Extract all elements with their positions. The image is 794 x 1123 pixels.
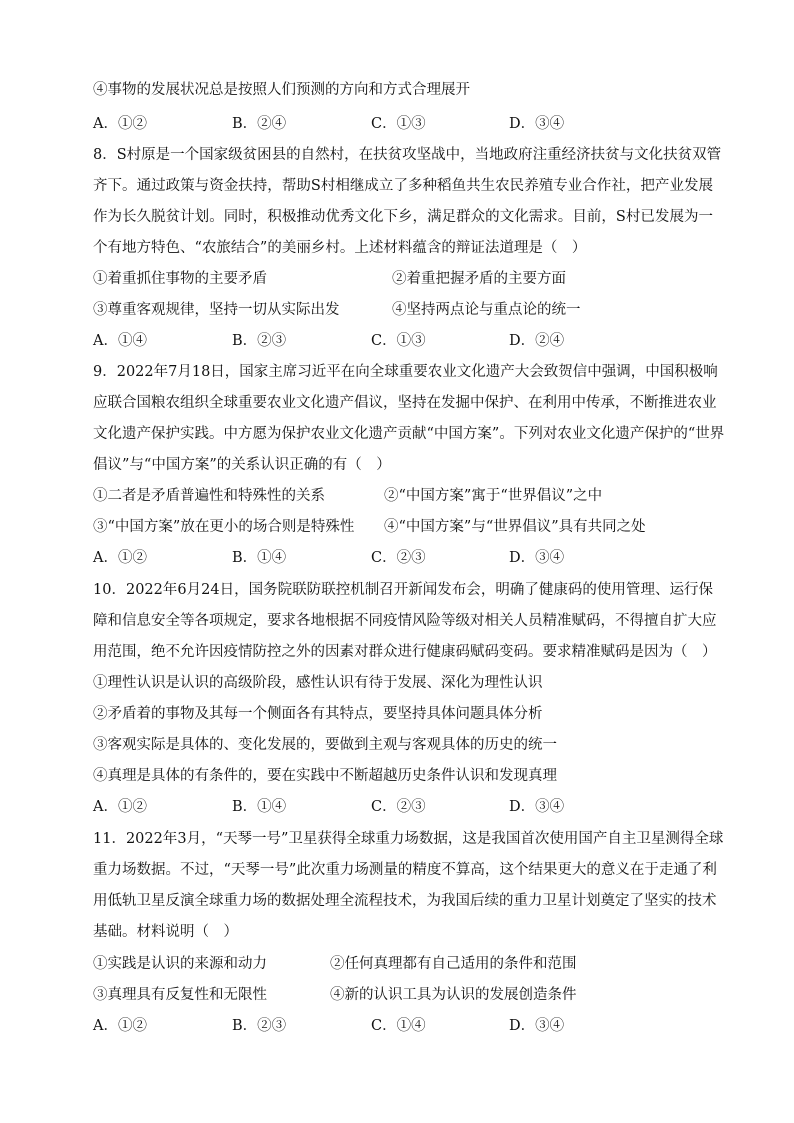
q8-option-a: A．①④ [93, 333, 147, 349]
q7-option-b: B．②④ [232, 116, 287, 132]
q9-stem-line-4: 倡议”与“中国方案”的关系认识正确的有（ ） [93, 457, 391, 473]
q11-statement-4: ④新的认识工具为认识的发展创造条件 [330, 987, 577, 1003]
q11-stem-line-1: 11．2022年3月，“天琴一号”卫星获得全球重力场数据，这是我国首次使用国产自主卫星测得全球 [93, 831, 724, 847]
q9-stem-line-1: 9．2022年7月18日，国家主席习近平在向全球重要农业文化遗产大会致贺信中强调，中国积极响 [93, 364, 718, 380]
q9-option-c: C．②③ [371, 550, 426, 566]
q9-stem-line-2: 应联合国粮农组织全球重要农业文化遗产倡议，坚持在发掘中保护、在利用中传承，不断推进农业 [93, 395, 717, 411]
q11-statement-2: ②任何真理都有自己适用的条件和范围 [330, 956, 577, 972]
q10-stem-line-3: 用范围，绝不允许因疫情防控之外的因素对群众进行健康码赋码变码。要求精准赋码是因为（ ） [93, 644, 717, 660]
q11-option-a: A．①② [93, 1018, 147, 1034]
q11-statement-3: ③真理具有反复性和无限性 [93, 987, 267, 1003]
q11-option-b: B．②③ [232, 1018, 287, 1034]
q8-statement-2: ②着重把握矛盾的主要方面 [392, 271, 566, 287]
q8-stem-line-3: 作为长久脱贫计划。同时，积极推动优秀文化下乡，满足群众的文化需求。目前，S村已发展为一 [93, 209, 713, 225]
q10-option-c: C．②③ [371, 799, 426, 815]
q9-statement-1: ①二者是矛盾普遍性和特殊性的关系 [93, 488, 325, 504]
q7-option-a: A．①② [93, 116, 147, 132]
q9-statement-4: ④“中国方案”与“世界倡议”具有共同之处 [384, 519, 646, 535]
q11-option-d: D．③④ [509, 1018, 565, 1034]
q8-statement-3: ③尊重客观规律，坚持一切从实际出发 [93, 302, 340, 318]
q10-statement-1: ①理性认识是认识的高级阶段，感性认识有待于发展、深化为理性认识 [93, 675, 543, 691]
q10-option-b: B．①④ [232, 799, 287, 815]
q9-stem-line-3: 文化遗产保护实践。中方愿为保护农业文化遗产贡献“中国方案”。下列对农业文化遗产保护的“世界 [93, 426, 725, 442]
q8-statement-1: ①着重抓住事物的主要矛盾 [93, 271, 267, 287]
q9-option-d: D．③④ [509, 550, 565, 566]
q10-option-d: D．③④ [509, 799, 565, 815]
q11-statement-1: ①实践是认识的来源和动力 [93, 956, 267, 972]
q9-option-b: B．①④ [232, 550, 287, 566]
q11-stem-line-2: 重力场数据。不过，“天琴一号”此次重力场测量的精度不算高，这个结果更大的意义在于走通了利 [93, 862, 717, 878]
q8-option-b: B．②③ [232, 333, 287, 349]
q8-stem-line-4: 个有地方特色、“农旅结合”的美丽乡村。上述材料蕴含的辩证法道理是（ ） [93, 240, 587, 256]
q10-statement-3: ③客观实际是具体的、变化发展的，要做到主观与客观具体的历史的统一 [93, 737, 557, 753]
q11-stem-line-3: 用低轨卫星反演全球重力场的数据处理全流程技术，为我国后续的重力卫星计划奠定了坚实的技术 [93, 893, 717, 909]
q8-stem-line-2: 齐下。通过政策与资金扶持，帮助S村相继成立了多种稻鱼共生农民养殖专业合作社，把产业发展 [93, 178, 713, 194]
q8-statement-4: ④坚持两点论与重点论的统一 [392, 302, 581, 318]
q10-statement-2: ②矛盾着的事物及其每一个侧面各有其特点，要坚持具体问题具体分析 [93, 706, 543, 722]
q7-option-c: C．①③ [371, 116, 426, 132]
q9-statement-2: ②“中国方案”寓于“世界倡议”之中 [384, 488, 603, 504]
q8-option-c: C．①③ [371, 333, 426, 349]
q10-stem-line-1: 10．2022年6月24日，国务院联防联控机制召开新闻发布会，明确了健康码的使用管理、运行保 [93, 582, 713, 598]
q9-statement-3: ③“中国方案”放在更小的场合则是特殊性 [93, 519, 355, 535]
q7-statement-4: ④事物的发展状况总是按照人们预测的方向和方式合理展开 [93, 82, 470, 98]
q11-stem-line-4: 基础。材料说明（ ） [93, 924, 238, 940]
q8-stem-line-1: 8．S村原是一个国家级贫困县的自然村，在扶贫攻坚战中，当地政府注重经济扶贫与文化扶贫双管 [93, 147, 722, 163]
q10-option-a: A．①② [93, 799, 147, 815]
q8-option-d: D．②④ [509, 333, 565, 349]
q7-option-d: D．③④ [509, 116, 565, 132]
q10-stem-line-2: 障和信息安全等各项规定，要求各地根据不同疫情风险等级对相关人员精准赋码，不得擅自扩大应 [93, 613, 717, 629]
q10-statement-4: ④真理是具体的有条件的，要在实践中不断超越历史条件认识和发现真理 [93, 768, 557, 784]
q9-option-a: A．①② [93, 550, 147, 566]
q11-option-c: C．①④ [371, 1018, 426, 1034]
